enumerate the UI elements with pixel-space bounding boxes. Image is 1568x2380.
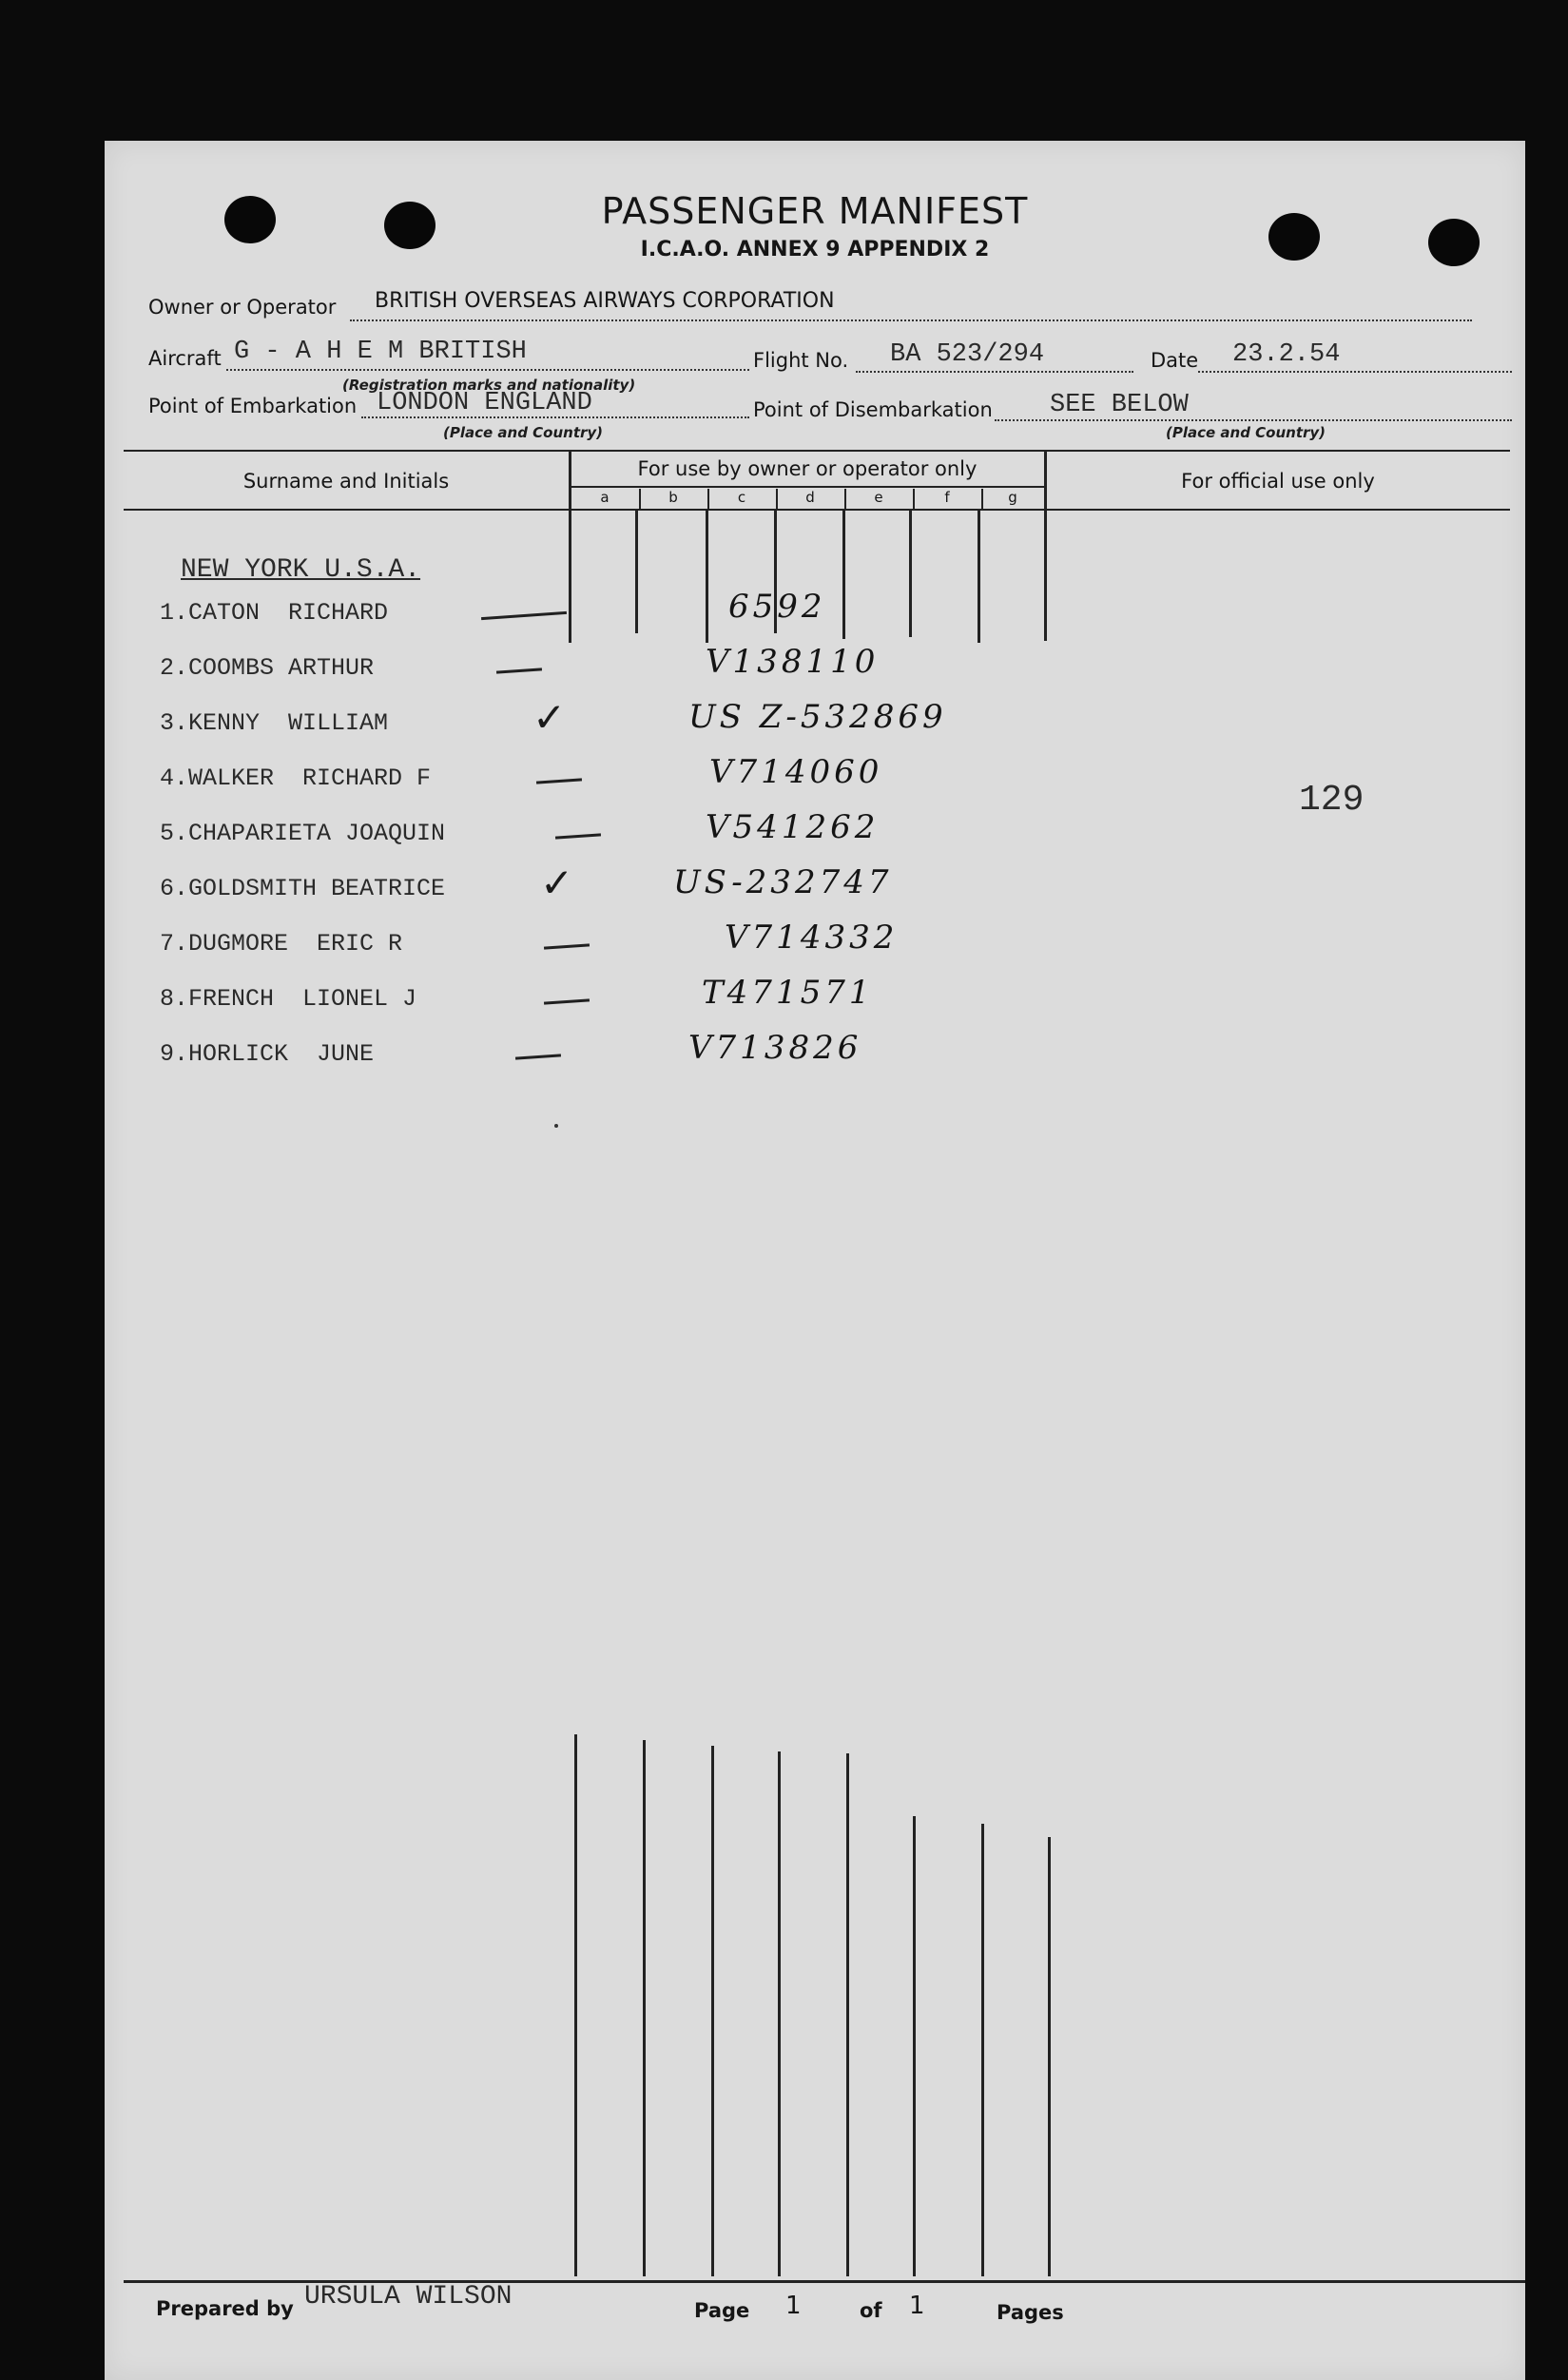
passport-number: V714060	[709, 753, 883, 791]
subcolumn-label-b: b	[668, 489, 678, 506]
subcolumn-divider	[913, 489, 915, 510]
subcolumn-divider	[639, 489, 641, 510]
flight-value: BA 523/294	[890, 340, 1045, 369]
dash-mark	[544, 943, 590, 949]
column-line	[981, 1824, 984, 2276]
subcolumn-divider	[776, 489, 778, 510]
subcolumn-divider	[981, 489, 983, 510]
disembark-line	[995, 419, 1512, 421]
official-number: 129	[1299, 780, 1365, 821]
column-line	[711, 1746, 714, 2276]
embark-label: Point of Embarkation	[148, 395, 358, 417]
passenger-name: 7.DUGMORE ERIC R	[160, 930, 403, 958]
column-line	[842, 510, 845, 639]
destination: NEW YORK U.S.A.	[181, 555, 421, 585]
owner-use-header: For use by owner or operator only	[637, 457, 978, 480]
passport-number: V138110	[706, 643, 880, 681]
dash-mark	[515, 1054, 561, 1059]
passport-number: US Z-532869	[688, 698, 947, 736]
embark-note: (Place and Country)	[443, 424, 604, 441]
of-value: 1	[909, 2292, 925, 2320]
subcolumn-label-f: f	[944, 489, 950, 506]
embark-value: LONDON ENGLAND	[377, 389, 592, 417]
owner-value: BRITISH OVERSEAS AIRWAYS CORPORATION	[375, 289, 835, 313]
check-mark-icon: ✓	[532, 694, 567, 741]
owner-label: Owner or Operator	[148, 296, 337, 319]
manifest-sheet	[105, 141, 1525, 2380]
column-line	[574, 1734, 577, 2276]
surname-header: Surname and Initials	[242, 470, 450, 493]
dash-mark	[555, 833, 601, 839]
column-line	[1044, 510, 1047, 641]
column-line	[913, 1816, 916, 2276]
form-subtitle: I.C.A.O. ANNEX 9 APPENDIX 2	[640, 238, 990, 261]
passenger-name: 9.HORLICK JUNE	[160, 1040, 375, 1068]
subcolumn-divider	[844, 489, 846, 510]
passport-number: V541262	[706, 808, 880, 846]
subcolumn-label-d: d	[805, 489, 815, 506]
column-line	[1048, 1837, 1051, 2276]
aircraft-line	[226, 369, 749, 371]
column-line	[635, 510, 638, 633]
passenger-name: 5.CHAPARIETA JOAQUIN	[160, 820, 446, 847]
disembark-value: SEE BELOW	[1050, 391, 1189, 419]
owner-line	[350, 319, 1472, 321]
date-line	[1198, 371, 1512, 373]
passenger-name: 1.CATON RICHARD	[160, 599, 389, 627]
of-label: of	[860, 2299, 882, 2322]
passport-number: US-232747	[673, 863, 893, 901]
flight-line	[856, 371, 1133, 373]
column-line	[846, 1753, 849, 2276]
date-label: Date	[1151, 349, 1199, 372]
column-line	[706, 510, 708, 643]
form-title: PASSENGER MANIFEST	[601, 190, 1029, 232]
passport-number: T471571	[702, 974, 874, 1012]
owner-use-subrule	[571, 486, 1044, 488]
dash-mark	[544, 998, 590, 1004]
subcolumn-label-a: a	[600, 489, 610, 506]
passport-number: V713826	[688, 1029, 862, 1067]
table-header-rule	[124, 509, 1510, 511]
passport-number: 6592	[728, 588, 826, 626]
subcolumn-label-c: c	[737, 489, 746, 506]
subcolumn-label-g: g	[1008, 489, 1017, 506]
column-line	[643, 1740, 646, 2276]
column-line	[978, 510, 980, 643]
dash-mark	[536, 778, 582, 784]
aircraft-label: Aircraft	[148, 347, 222, 370]
page-label: Page	[694, 2299, 750, 2322]
subcolumn-divider	[707, 489, 709, 510]
aircraft-value: G - A H E M BRITISH	[234, 338, 527, 366]
column-line	[778, 1751, 781, 2276]
prepared-value: URSULA WILSON	[304, 2282, 513, 2312]
dash-mark	[481, 611, 567, 620]
flight-label: Flight No.	[753, 349, 849, 372]
aircraft-note: (Registration marks and nationality)	[342, 377, 636, 394]
passenger-name: 3.KENNY WILLIAM	[160, 709, 389, 737]
passport-number: V714332	[725, 919, 899, 957]
prepared-label: Prepared by	[156, 2297, 294, 2320]
passenger-name: 8.FRENCH LIONEL J	[160, 985, 417, 1013]
column-line	[569, 510, 571, 643]
column-line	[909, 510, 912, 637]
passenger-name: 6.GOLDSMITH BEATRICE	[160, 875, 446, 902]
check-mark-icon: ✓	[540, 860, 574, 906]
disembark-note: (Place and Country)	[1166, 424, 1326, 441]
table-top-rule	[124, 450, 1510, 452]
pages-label: Pages	[997, 2301, 1064, 2324]
official-header: For official use only	[1181, 470, 1375, 493]
subcolumn-label-e: e	[874, 489, 883, 506]
date-value: 23.2.54	[1232, 340, 1341, 369]
stray-dot	[554, 1124, 558, 1128]
dash-mark	[496, 668, 542, 673]
page-value: 1	[785, 2292, 802, 2320]
passenger-name: 2.COOMBS ARTHUR	[160, 654, 375, 682]
disembark-label: Point of Disembarkation	[753, 398, 993, 421]
passenger-name: 4.WALKER RICHARD F	[160, 764, 432, 792]
